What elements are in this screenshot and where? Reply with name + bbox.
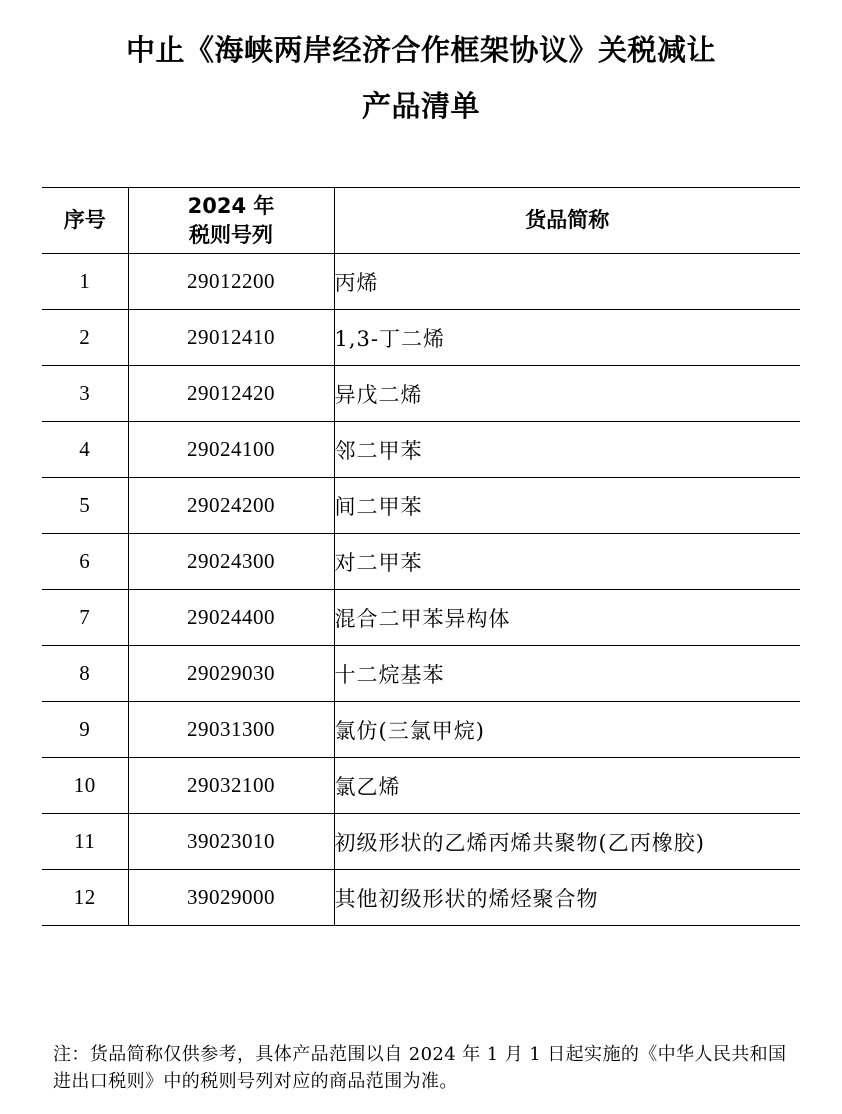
row-seq: 8 (42, 646, 128, 702)
row-seq: 7 (42, 590, 128, 646)
row-seq: 1 (42, 254, 128, 310)
row-seq: 5 (42, 478, 128, 534)
table-row (42, 814, 800, 870)
table-row (42, 870, 800, 926)
row-seq: 10 (42, 758, 128, 814)
table-row (42, 758, 800, 814)
row-product-name: 氯乙烯 (334, 758, 800, 814)
row-product-name: 氯仿(三氯甲烷) (334, 702, 800, 758)
row-product-name: 异戊二烯 (334, 366, 800, 422)
row-product-name: 1,3-丁二烯 (334, 310, 800, 366)
table-header-row (42, 188, 800, 254)
row-seq: 6 (42, 534, 128, 590)
row-product-name: 其他初级形状的烯烃聚合物 (334, 870, 800, 926)
table-row (42, 310, 800, 366)
header-code-year: 2024 年 (187, 193, 275, 218)
row-product-name: 混合二甲苯异构体 (334, 590, 800, 646)
header-code (128, 188, 334, 254)
row-tariff-code: 29031300 (128, 702, 334, 758)
row-product-name: 间二甲苯 (334, 478, 800, 534)
row-product-name: 邻二甲苯 (334, 422, 800, 478)
row-seq: 3 (42, 366, 128, 422)
row-tariff-code: 29024100 (128, 422, 334, 478)
row-product-name: 丙烯 (334, 254, 800, 310)
row-tariff-code: 39029000 (128, 870, 334, 926)
table-row (42, 590, 800, 646)
row-seq: 12 (42, 870, 128, 926)
row-tariff-code: 39023010 (128, 814, 334, 870)
row-product-name: 十二烷基苯 (334, 646, 800, 702)
header-code-label: 税则号列 (189, 222, 273, 247)
row-seq: 4 (42, 422, 128, 478)
table-row (42, 422, 800, 478)
row-product-name: 初级形状的乙烯丙烯共聚物(乙丙橡胶) (334, 814, 800, 870)
document-title: 中止《海峡两岸经济合作框架协议》关税减让 (125, 33, 716, 67)
table-row (42, 702, 800, 758)
row-product-name: 对二甲苯 (334, 534, 800, 590)
row-seq: 11 (42, 814, 128, 870)
footnote: 注：货品简称仅供参考，具体产品范围以自 2024 年 1 月 1 日起实施的《中华人民共和国进出口税则》中的税则号列对应的商品范围为准。 (53, 1044, 787, 1092)
row-tariff-code: 29012420 (128, 366, 334, 422)
row-tariff-code: 29012410 (128, 310, 334, 366)
table-row (42, 254, 800, 310)
table-row (42, 366, 800, 422)
row-tariff-code: 29032100 (128, 758, 334, 814)
row-tariff-code: 29024400 (128, 590, 334, 646)
header-name: 货品简称 (334, 188, 800, 254)
table-row (42, 478, 800, 534)
table-row (42, 646, 800, 702)
product-list-table (42, 187, 800, 926)
row-tariff-code: 29024300 (128, 534, 334, 590)
row-tariff-code: 29024200 (128, 478, 334, 534)
table-row (42, 534, 800, 590)
row-tariff-code: 29012200 (128, 254, 334, 310)
document-subtitle: 产品清单 (361, 89, 480, 123)
row-seq: 2 (42, 310, 128, 366)
row-seq: 9 (42, 702, 128, 758)
row-tariff-code: 29029030 (128, 646, 334, 702)
header-seq: 序号 (42, 188, 128, 254)
